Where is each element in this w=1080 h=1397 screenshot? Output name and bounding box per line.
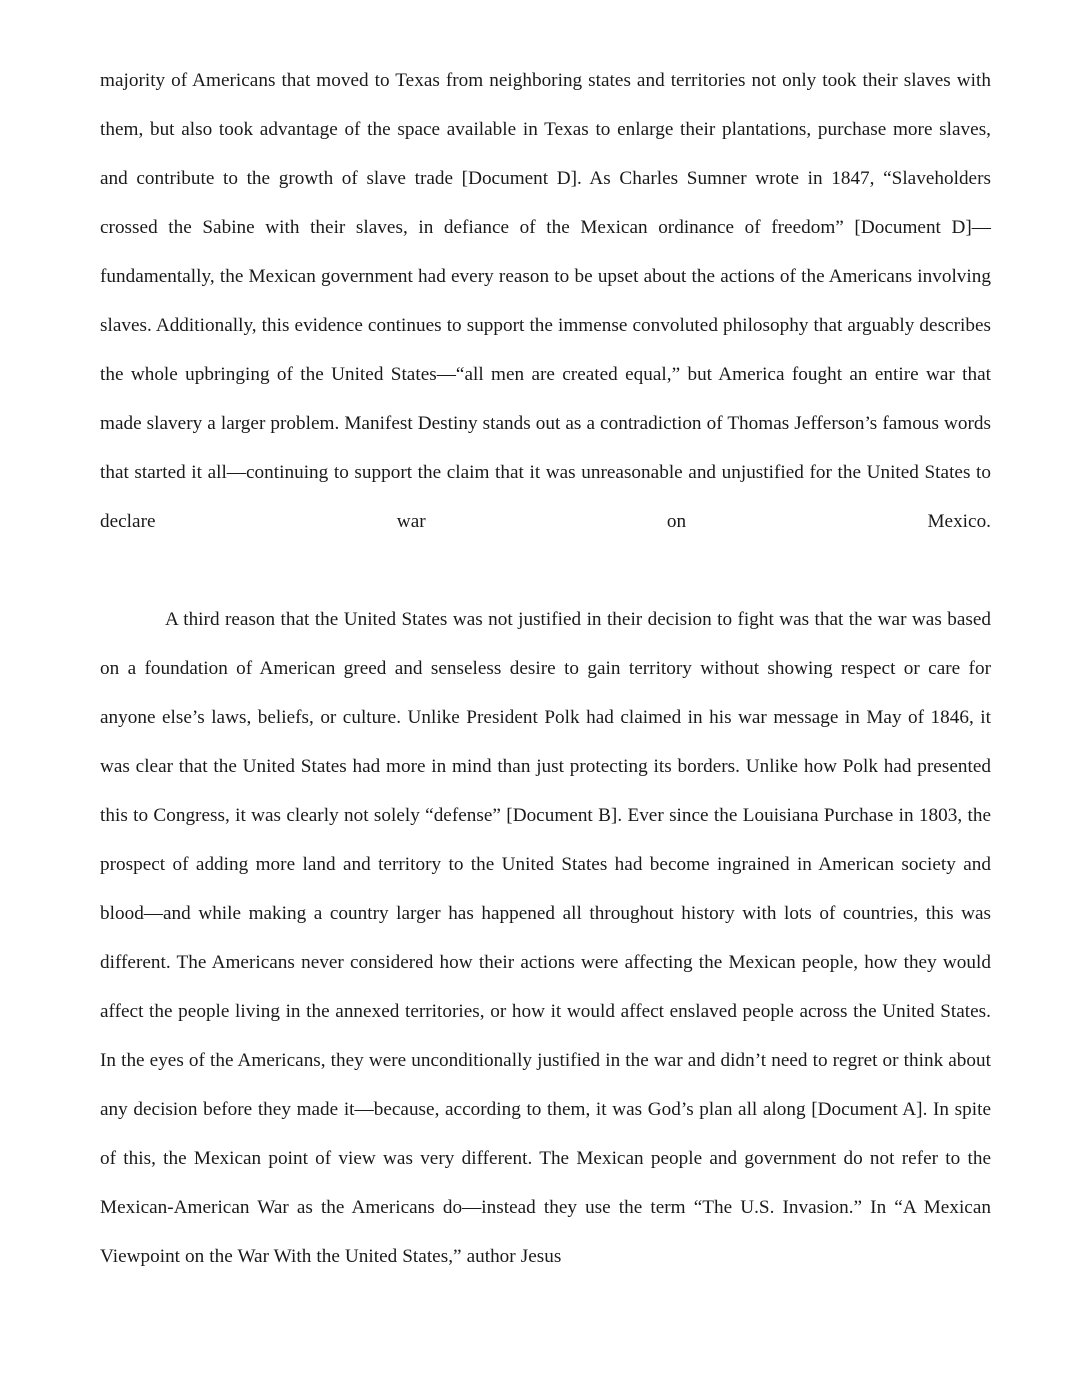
paragraph-continued: majority of Americans that moved to Texas from neighboring states and territories not only took their slaves with them, but also took advantage of the space available in Texas to enlarge their plantations, purchase more slaves, and contribute to the growth of slave trade [Document D]. As Charles Sumner wrote in 1847, “Slaveholders crossed the Sabine with their slaves, in defiance of the Mexican ordinance of freedom” [Document D]—fundamentally, the Mexican government had every reason to be upset about the actions of the Americans involving slaves. Additionally, this evidence continues to support the immense convoluted philosophy that arguably describes the whole upbringing of the United States—“all men are created equal,” but America fought an entire war that made slavery a larger problem. Manifest Destiny stands out as a contradiction of Thomas Jefferson’s famous words that started it all—continuing to support the claim that it was unreasonable and unjustified for the United States to declare war on Mexico. (100, 70, 991, 532)
paragraph-third-reason: A third reason that the United States was not justified in their decision to fight was that the war was based on a foundation of American greed and senseless desire to gain territory without showing respect or care for anyone else’s laws, beliefs, or culture. Unlike President Polk had claimed in his war message in May of 1846, it was clear that the United States had more in mind than just protecting its borders. Unlike how Polk had presented this to Congress, it was clearly not solely “defense” [Document B]. Ever since the Louisiana Purchase in 1803, the prospect of adding more land and territory to the United States had become ingrained in American society and blood—and while making a country larger has happened all throughout history with lots of countries, this was different. The Americans never considered how their actions were affecting the Mexican people, how they would affect the people living in the annexed territories, or how it would affect enslaved people across the United States. In the eyes of the Americans, they were unconditionally justified in the war and didn’t need to regret or think about any decision before they made it—because, according to them, it was God’s plan all along [Document A]. In spite of this, the Mexican point of view was very different. The Mexican people and government do not refer to the Mexican-American War as the Americans do—instead they use the term “The U.S. Invasion.” In “A Mexican Viewpoint on the War With the United States,” author Jesus (100, 609, 991, 1267)
document-text-block (100, 56, 991, 1281)
